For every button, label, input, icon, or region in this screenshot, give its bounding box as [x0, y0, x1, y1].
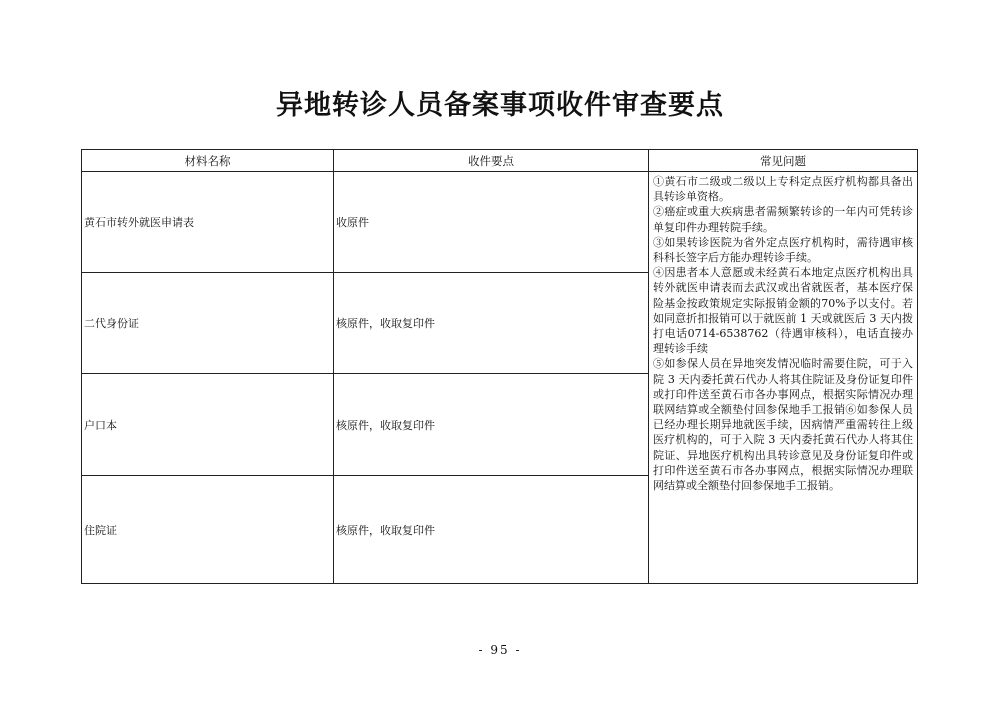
issue-item: ⑤如参保人员在异地突发情况临时需要住院，可于入院 3 天内委托黄石代办人将其住院证及身份证复印件或打印件送至黄石市各办事网点，根据实际情况办理联网结算或全额垫付回参保地手工报销⑥如参保人员已经办理长期异地就医手续，因病情严重需转往上级医疗机构的，可于入院 3 天内委托黄石代办人将其住院证、异地医疗机构出具转诊意见及身份证复印件或打印件送至黄石市各办事网点，根据实际情况办理联网结算或全额垫付回参保地手工报销。 [653, 357, 913, 493]
material-name-cell: 二代身份证 [82, 273, 334, 374]
issue-item: ①黄石市二级或二级以上专科定点医疗机构都具备出具转诊单资格。 [653, 175, 913, 204]
common-issues-cell [649, 172, 918, 584]
material-name-cell: 户口本 [82, 374, 334, 476]
review-points-table [81, 149, 918, 584]
header-common-issues: 常见问题 [649, 150, 918, 172]
issue-item: ③如果转诊医院为省外定点医疗机构时，需待遇审核科科长签字后方能办理转诊手续。 [653, 235, 913, 265]
table-row [82, 172, 918, 273]
requirement-cell: 核原件，收取复印件 [334, 374, 649, 476]
page-title: 异地转诊人员备案事项收件审查要点 [276, 90, 724, 121]
material-name-cell: 黄石市转外就医申请表 [82, 172, 334, 273]
header-material-name: 材料名称 [82, 150, 334, 172]
requirement-cell: 核原件，收取复印件 [334, 273, 649, 374]
requirement-cell: 收原件 [334, 172, 649, 273]
issue-item: ④因患者本人意愿或未经黄石本地定点医疗机构出具转外就医申请表而去武汉或出省就医者，基本医疗保险基金按政策规定实际报销金额的70%予以支付。若如同意折扣报销可以于就医前 1 天或就医后 3 天内拨打电话0714-6538762（待遇审核科），电话直接办理转诊手续 [653, 266, 913, 356]
issue-item: ②癌症或重大疾病患者需频繁转诊的一年内可凭转诊单复印件办理转院手续。 [653, 205, 913, 234]
table-header-row [82, 150, 918, 172]
page-number: - 95 - [478, 643, 522, 657]
requirement-cell: 核原件，收取复印件 [334, 476, 649, 584]
material-name-cell: 住院证 [82, 476, 334, 584]
header-receipt-points: 收件要点 [334, 150, 649, 172]
